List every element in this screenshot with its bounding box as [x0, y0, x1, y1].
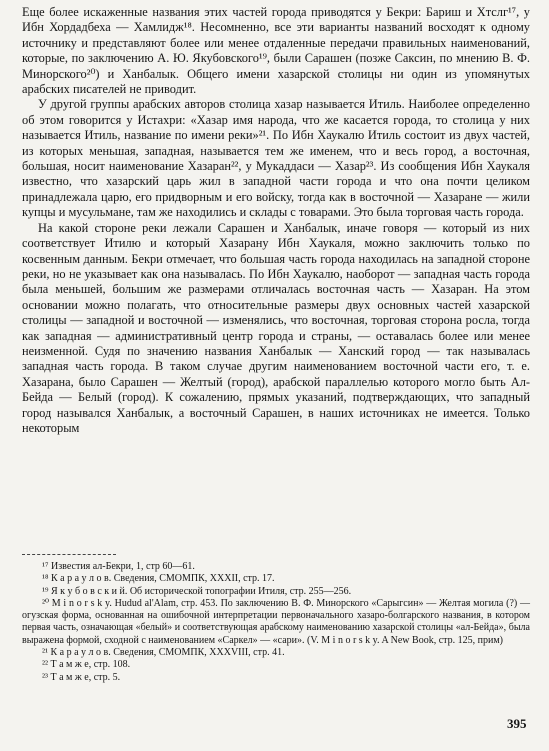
footnote-22: ²² Т а м ж е, стр. 108. — [42, 659, 131, 671]
footnote-20: ²⁰ M i n o r s k y. Hudud al'Alam, стр. 453. По заключению В. Ф. Минорского «Сарыгсин» — Желтая могила (?) — огузская форма, основанная на ошибочной интерпретации первоначального хазаро-болгарского названия, в котором первая часть, означающая «белый» и соответствующая арабскому наименованию хазарской столицы «ал-Бейда», была выражена формой, сходной с наименованием «Саркел» — «сари». (V. M i n o r s k y. A New Book, стр. 125, прим) — [22, 597, 530, 646]
footnote-18: ¹⁸ К а р а у л о в. Сведения, СМОМПК, XXXII, стр. 17. — [42, 573, 275, 585]
footnote-19: ¹⁹ Я к у б о в с к и й. Об исторической топографии Итиля, стр. 255—256. — [42, 585, 352, 597]
footnote-21: ²¹ К а р а у л о в. Сведения, СМОМПК, XXXVIII, стр. 41. — [42, 647, 285, 659]
paragraph-2: У другой группы арабских авторов столица хазар называется Итиль. Наиболее определенно об этом говорится у Истахри: «Хазар имя народа, что же касается города, то столица у них называется Итиль, название по имени реки»²¹. По Ибн Хаукалю Итиль состоит из двух частей, из которых меньшая, западная, называется тем же именем, что и весь город, а восточная, большая, носит наименование Хазаран²², у Мукаддаси — Хазар²³. Из сообщения Ибн Хаукаля известно, что хазарский царь жил в западной части города и что она почти целиком принадлежала царю, его придворным и его войску, тогда как в восточной — Хазаране — жили купцы и мусульмане, там же находились и склады с товарами. Это была торговая часть города. — [22, 97, 530, 220]
footnote-23: ²³ Т а м ж е, стр. 5. — [42, 671, 121, 683]
page-number: 395 — [507, 716, 527, 731]
paragraph-3: На какой стороне реки лежали Сарашен и Ханбалык, иначе говоря — который из них соответствует Итилю и который Хазарану Ибн Хаукаля, можно заключить только по косвенным данным. Бекри отмечает, что большая часть города находилась на западной стороне реки, но не указывает как она называлась. По Ибн Хаукалю, наоборот — западная часть города была меньшей, большим же размерами отличалась восточная часть — Хазаран. На этом основании можно полагать, что относительные размеры двух основных частей хазарской столицы — западной и восточной — изменялись, что восточная, торговая сторона росла, тогда как западная — административный центр города и страны, — оставалась более или менее неизменной. Судя по значению названия Ханбалык — Ханский город — так называлась западная часть города. В таком случае другим наименованием восточной части его, т. е. Хазарана, было Сарашен — Желтый (город), арабской параллелью которого могло быть Ал-Бейда — Белый (город). К сожалению, прямых указаний, подтверждающих, что западный город назывался Ханбалык, а восточный Сарашен, в наших источниках не имеется. Только некоторым — [22, 220, 530, 435]
footnote-separator — [22, 554, 116, 555]
paragraph-1: Еще более искаженные названия этих частей города приводятся у Бекри: Бариш и Хтслг¹⁷, у Ибн Хордадбеха — Хамлидж¹⁸. Несомненно, все эти варианты названий восходят к одному источнику и представляют более или менее отдаленные передачи правильных наименований, которые, по заключению А. Ю. Якубовского¹⁹, были Сарашен (позже Саксин, по мнению В. Ф. Минорского²⁰) и Ханбалык. Общего имени хазарской столицы ни один из упомянутых арабских писателей не приводит. — [22, 5, 530, 97]
footnotes — [22, 561, 530, 684]
footnote-17: ¹⁷ Известия ал-Бекри, 1, стр 60—61. — [42, 561, 195, 572]
main-text — [22, 5, 530, 436]
